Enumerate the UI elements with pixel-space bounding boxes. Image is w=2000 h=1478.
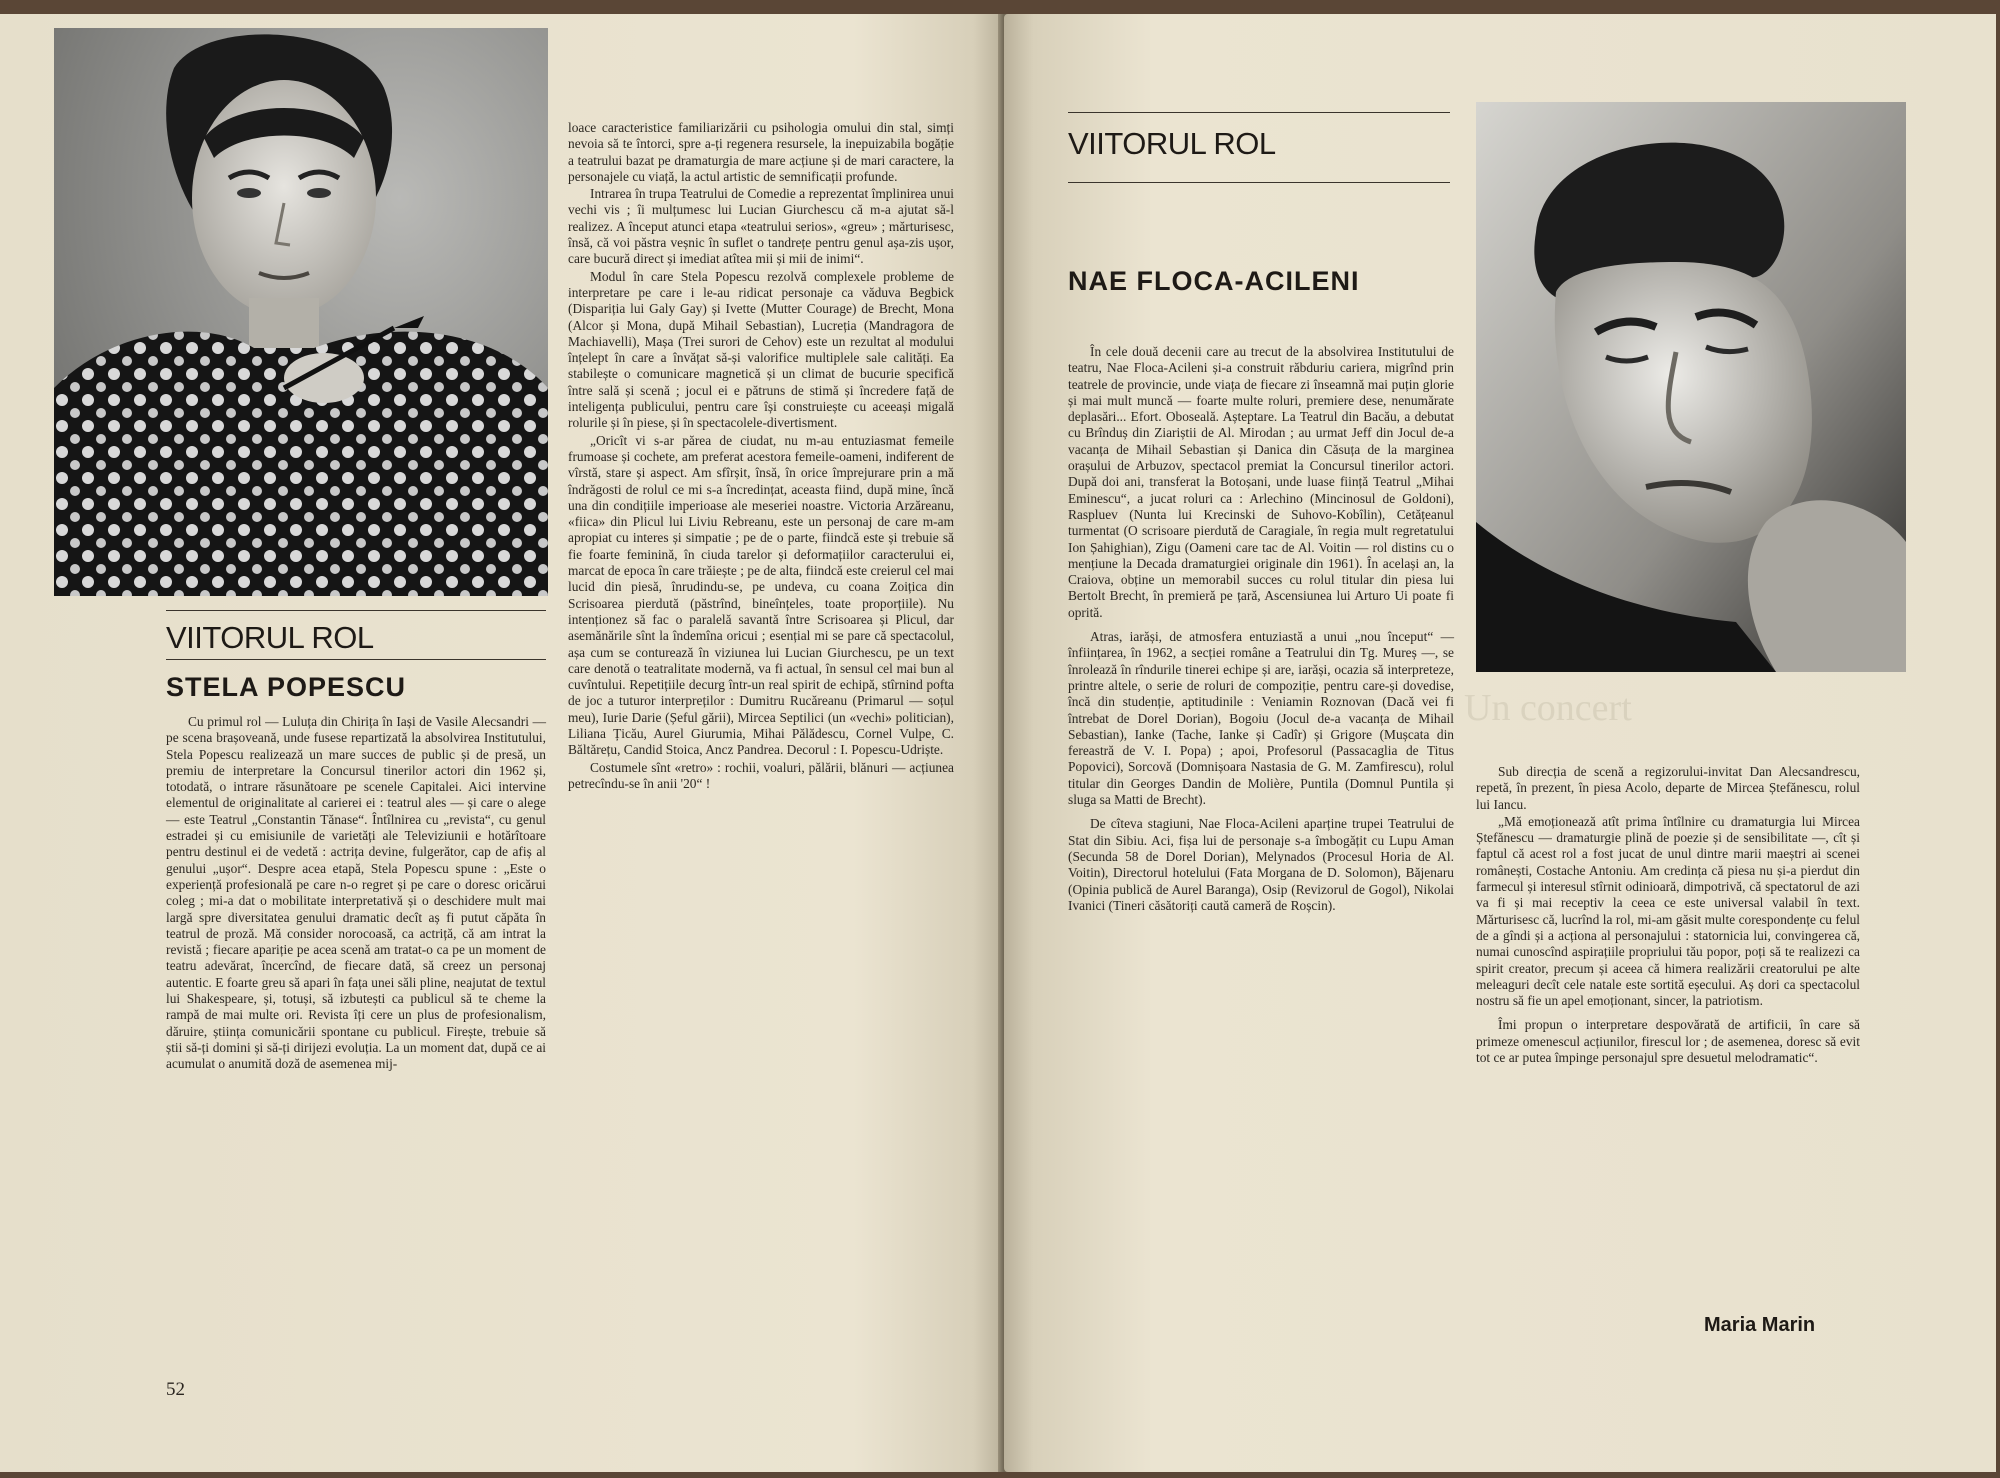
author-signature: Maria Marin [1704,1314,1816,1336]
paragraph: „Oricît vi s-ar părea de ciudat, nu m-au entuziasmat femeile frumoase și cochete, am preferat acestora femeile-oameni, indiferent de vîrstă, stare și aspect. Am sfîrșit, însă, în orice împrejurare prin a mă îndrăgosti de rolul ce mi s-a încredințat, aceasta fiind, după mine, încă una din condițiile imperioase ale meseriei noastre. Victoria Arzăreanu, «fiica» din Plicul lui Liviu Rebreanu, este un personaj de care m-am apropiat cu interes și simpatie ; pe de o parte, fiindcă este și trebuie să fie foarte feminină, în ciuda tarelor și deformațiilor caracterului ei, marcat de epoca în care trăiește ; pe de alta, fiindcă este creierul cel mai lucid din piesă, înrudindu-se, pe undeva, cu coana Zoițica din Scrisoarea pierdută (păstrînd, bineînțeles, toate proporțiile). Nu intenționez să fac o paralelă savantă între Scrisoarea și Plicul, dar asemănările sînt la îndemîna oricui ; esențial mi se pare că spectacolul, așa cum se conturează în viziunea lui Lucian Giurchescu, pe un text care denotă o teatralitate modernă, va fi actual, în sensul cel mai bun al cuvîntului. Repetițiile decurg într-un real spirit de echipă, stîrnind pofta de joc a tuturor interpreților : Dumitru Rucăreanu (Primarul — soțul meu), Iurie Darie (Șeful gării), Mircea Septilici (un «vechi» politician), Liliana Țicău, Aurel Giurumia, Mihai Pălădescu, Cornel Vulpe, C. Băltărețu, Candid Stoica, Ancz Pandrea. Decorul : I. Popescu-Udriște. [568,432,954,758]
subject-name: STELA POPESCU [166,672,407,702]
paragraph: Îmi propun o interpretare despovărată de artificii, în care să primeze omenescul acțiunilor, firescul lor ; de asemenea, doresc să evit tot ce ar putea împinge personajul spre desuetul melodramatic“. [1476,1017,1860,1066]
photo-stela-popescu [54,28,548,596]
paragraph: Costumele sînt «retro» : rochii, voaluri, pălării, blănuri — acțiunea petrecîndu-se în anii '20“ ! [568,759,954,791]
photo-nae-floca-acileni [1476,102,1906,672]
paragraph: Cu primul rol — Luluța din Chirița în Iași de Vasile Alecsandri — pe scena brașoveană, unde fusese repartizată la absolvirea Institutului, Stela Popescu realizează un mare succes de public și de presă, un premiu de interpretare la Concursul tinerilor actori din 1962 și, totodată, o intrare răsunătoare pe scenele Capitalei. Aici intervine elementul de originalitate al carierei ei : teatrul ales — și care o alege — este Teatrul „Constantin Tănase“. Întîlnirea cu „revista“, cu genul estradei și cu emisiunile de varietăți ale Televiziunii e hotărîtoare pentru destinul ei de vedetă : actrița devine, fulgerător, cap de afiș al genului „ușor“. Despre acea etapă, Stela Popescu spune : „Este o experiență profesională pe care n-o regret și pe care o doresc oricărui coleg ; mi-a dat o mobilitate interpretativă și o deschidere mult mai largă spre diversitatea genului dramatic decît aș fi putut căpăta în teatrul de proză. Mă consider norocoasă, ca actriță, că am intrat la revistă ; fiecare apariție pe acea scenă am tratat-o ca pe un moment de teatru adevărat, încercînd, de fiecare dată, să creez un personaj autentic. E foarte greu să apari în fața unei săli pline, neajutat de textul lui Shakespeare, și, totuși, să izbutești ca publicul să te cheme la rampă de mai multe ori. Revista îți cere un plus de profesionalism, dăruire, știința comunicării spontane cu publicul. Firește, trebuie să știi să-ți domini și să-ți dirijezi evoluția. La un moment dat, după ce ai acumulat o anumită doză de asemenea mij- [166,714,546,1072]
heading-rule-bottom [1068,182,1450,183]
heading-rule-top [166,610,546,611]
paragraph: Sub direcția de scenă a regizorului-invitat Dan Alecsandrescu, repetă, în prezent, în piesa Acolo, departe de Mircea Ștefănescu, rolul lui Iancu. [1476,764,1860,812]
show-through-text: Un concert [1464,687,1632,729]
article-column-1 [166,714,546,1073]
heading-rule-top [1068,112,1450,113]
article-column-1 [1068,344,1454,914]
paragraph: Atras, iarăși, de atmosfera entuziastă a unui „nou început“ — înființarea, în 1962, a secției române a Teatrului din Tg. Mureș —, se înrolează în rîndurile tinerei echipe și are, iarăși, ocazia să interpreteze, printre altele, o serie de roluri de compoziție, pentru care-și dovedise, încă din studenție, aptitudinile : Veniamin Roznovan (Dacă vei fi întrebat de Dorel Dorian), Bogoiu (Jocul de-a vacanța de Mihail Sebastian), Ianke (Tache, Ianke și Cadîr) și Grigore (Mușcata din fereastră de V. I. Popa) ; apoi, Profesorul (Passacaglia de Titus Popovici), Sorcovă (Domnișoara Nastasia de G. M. Zamfirescu), rolul titular din Georges Dandin de Molière, Puntila (Domnul Puntila și sluga sa Matti de Brecht). [1068,629,1454,808]
paragraph: În cele două decenii care au trecut de la absolvirea Institutului de teatru, Nae Floca-Acileni și-a construit răbduriu cariera, migrînd prin teatrele de provincie, unde viața de fiecare zi înseamnă mai puțin glorie și mai mult muncă — foarte multe roluri, premiere dese, nenumărate deplasări... Efort. Oboseală. Așteptare. La Teatrul din Bacău, a debutat cu Brînduș din Ziariștii de Al. Mirodan ; au urmat Jeff din Jocul de-a vacanța de Mihail Sebastian și Danica din Căsuța de la marginea orașului de Arbuzov, spectacol premiat la Concursul tinerilor actori. După doi ani, transferat la Botoșani, unde luase ființă Teatrul „Mihai Eminescu“, a jucat roluri ca : Arlechino (Mincinosul de Goldoni), Raspluev (Nunta lui Krecinski de Suhovo-Kobîlin), Cetățeanul turmentat (O scrisoare pierdută de Caragiale, în regia mult regretatului Ion Șahighian), Zigu (Oameni care tac de Al. Voitin — rol distins cu o mențiune la Decada dramaturgiei originale din 1961). În același an, la Craiova, obține un memorabil succes cu rolul titular din piesa lui Bertolt Brecht, în premieră pe țară, Ascensiunea lui Arturo Ui poate fi oprită. [1068,344,1454,620]
heading-rule-bottom [166,659,546,660]
article-column-2 [568,120,954,792]
column-heading: VIITORUL ROL [1068,126,1276,161]
paragraph: Intrarea în trupa Teatrului de Comedie a reprezentat împlinirea unui vechi vis ; îi mulțumesc lui Lucian Giurchescu că m-a ajutat să-l realizez. A început atunci etapa «teatrului serios», «greu» ; mărturisesc, însă, că voi păstra veșnic în suflet o tandrețe pentru genul așa-zis ușor, care bucură direct și imediat atîtea mii și mii de inimi“. [568,186,954,267]
left-page [0,14,1004,1472]
page-number: 52 [166,1379,185,1400]
right-page [1004,14,1996,1472]
paragraph: Modul în care Stela Popescu rezolvă complexele probleme de interpretare pe care i le-au ridicat personaje ca văduva Begbick (Dispariția lui Galy Gay) și Ivette (Mutter Courage) de Brecht, Mona (Alcor și Mona, după Mihail Sebastian), Lucreția (Mandragora de Machiavelli), Mașa (Trei surori de Cehov) este un rezultat al modului înțelept în care a învățat să-și valorifice multiplele sale calități. Ea stabilește o comunicare magnetică și un climat de bucurie specifică între sală și scenă ; jocul ei e pătruns de stimă și încredere față de inteligența publicului, pentru care își construiește cu aceeași migală rolurile și în piese, și în spectacolele-divertisment. [568,268,954,431]
article-column-2 [1476,764,1860,1066]
column-heading: VIITORUL ROL [166,620,374,655]
subject-name: NAE FLOCA-ACILENI [1068,266,1360,296]
paragraph: loace caracteristice familiarizării cu psihologia omului din stal, simți nevoia să te întorci, spre a-ți regenera resursele, la inepuizabila bogăție a teatrului bazat pe dramaturgia de mare acțiune și de mari caractere, la personajele cu viață, la actul artistic de semnificații profunde. [568,120,954,184]
paragraph: „Mă emoționează atît prima întîlnire cu dramaturgia lui Mircea Ștefănescu — dramaturgie plină de poezie și de sensibilitate —, cît și faptul că acest rol a fost jucat de unul dintre marii maeștri ai scenei românești, Costache Antoniu. Am credința că piesa nu și-a pierdut din farmecul și interesul stîrnit odinioară, dimpotrivă, că spectatorul de azi va fi și mai receptiv la ceea ce este universal valabil în text. Mărturisesc că, lucrînd la rol, mi-am găsit multe corespondențe cu felul de a gîndi și a acționa al personajului : statornicia lui, convingerea că, numai cunoscînd aspirațiile propriului tău popor, poți să te realizezi ca spirit creator, precum și aceea că himera realizării creatorului pe alte meleaguri decît cele natale este sortită eșecului. Aș dori ca spectacolul nostru să fie un apel emoționant, sincer, la patriotism. [1476,813,1860,1009]
paragraph: De cîteva stagiuni, Nae Floca-Acileni aparține trupei Teatrului de Stat din Sibiu. Aci, fișa lui de personaje s-a îmbogățit cu Lupu Aman (Secunda 58 de Dorel Dorian), Melynados (Procesul Horia de Al. Voitin), Directorul hotelului (Fata Morgana de D. Solomon), Băjenaru (Opinia publică de Aurel Baranga), Osip (Revizorul de Gogol), Nikolai Ivanici (Tineri căsătoriți caută cameră de Roșcin). [1068,816,1454,913]
